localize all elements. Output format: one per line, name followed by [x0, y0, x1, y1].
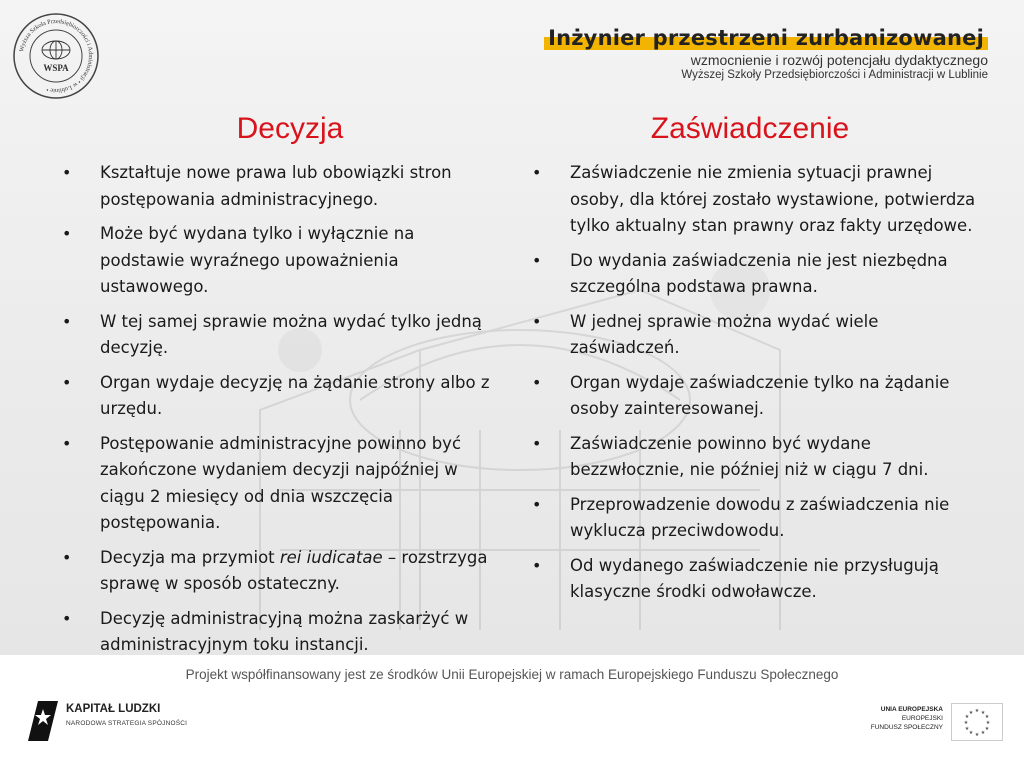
list-item: • Do wydania zaświadczenia nie jest niezbędna szczególna podstawa prawna.: [530, 248, 980, 301]
list-item: • Organ wydaje zaświadczenie tylko na żądanie osoby zainteresowanej.: [530, 370, 980, 423]
svg-text:★: ★: [985, 720, 991, 726]
funding-statement: Projekt współfinansowany jest ze środków Unii Europejskiej w ramach Europejskiego Funduszu Społecznego: [185, 667, 839, 682]
list-item: • Organ wydaje decyzję na żądanie strony albo z urzędu.: [60, 370, 500, 423]
eu-line-2: EUROPEJSKI: [901, 715, 943, 722]
svg-text:WSPA: WSPA: [43, 63, 69, 73]
list-item: • Decyzję administracyjną można zaskarżyć w administracyjnym toku instancji.: [60, 606, 500, 656]
list-item: [60, 545, 500, 598]
header-institution: Wyższej Szkoły Przedsiębiorczości i Administracji w Lublinie: [681, 69, 988, 81]
list-item: • Przeprowadzenie dowodu z zaświadczenia nie wyklucza przeciwdowodu.: [530, 492, 980, 545]
header-block: [544, 26, 988, 81]
svg-text:★: ★: [974, 732, 980, 738]
list-item: • Może być wydana tylko i wyłącznie na podstawie wyraźnego upoważnienia ustawowego.: [60, 221, 500, 301]
list-item: • Zaświadczenie powinno być wydane bezzwłocznie, nie później niż w ciągu 7 dni.: [530, 431, 980, 484]
svg-text:Wyższa Szkoła Przedsiębiorczoś: Wyższa Szkoła Przedsiębiorczości i Administracji • w Lublinie •: [18, 17, 95, 95]
list-item: • Kształtuje nowe prawa lub obowiązki stron postępowania administracyjnego.: [60, 160, 500, 213]
list-item-text: Decyzja ma przymiot: [100, 547, 280, 567]
wspa-seal-logo: [12, 12, 100, 100]
kapital-ludzki-title: KAPITAŁ LUDZKI: [66, 703, 161, 715]
svg-text:★: ★: [963, 720, 969, 726]
eu-flag-icon: [951, 703, 1003, 741]
svg-text:★: ★: [968, 730, 974, 736]
kapital-ludzki-icon: [24, 697, 62, 745]
kapital-ludzki-logo: [24, 697, 204, 745]
header-title: Inżynier przestrzeni zurbanizowanej: [544, 26, 988, 50]
eu-logo: [855, 703, 1005, 743]
eu-logo-text: [871, 705, 943, 732]
latin-term: rei iudicatae: [279, 547, 383, 567]
right-column-title: Zaświadczenie: [650, 112, 850, 145]
svg-text:★: ★: [984, 714, 990, 720]
list-item: • W tej samej sprawie można wydać tylko jedną decyzję.: [60, 309, 500, 362]
kapital-ludzki-subtitle: NARODOWA STRATEGIA SPÓJNOŚCI: [66, 720, 188, 727]
left-column-title: Decyzja: [236, 112, 344, 145]
list-item: • Od wydanego zaświadczenie nie przysługują klasyczne środki odwoławcze.: [530, 553, 980, 606]
svg-text:★: ★: [980, 730, 986, 736]
svg-text:★: ★: [968, 710, 974, 716]
list-item: • Zaświadczenie nie zmienia sytuacji prawnej osoby, dla której zostało wystawione, potwierdza tylko aktualny stan prawny oraz fakty urzędowe.: [530, 160, 980, 240]
left-bullet-list: [60, 160, 500, 655]
svg-text:★: ★: [974, 708, 980, 714]
eu-line-1: UNIA EUROPEJSKA: [880, 706, 943, 713]
list-item: • W jednej sprawie można wydać wiele zaświadczeń.: [530, 309, 980, 362]
svg-text:★: ★: [984, 726, 990, 732]
list-item-text: – rozstrzyga sprawę w sposób ostateczny.: [100, 547, 488, 593]
header-subtitle: wzmocnienie i rozwój potencjału dydaktycznego: [690, 52, 988, 68]
svg-text:★: ★: [964, 726, 970, 732]
list-item: • Postępowanie administracyjne powinno być zakończone wydaniem decyzji najpóźniej w ciągu 2 miesięcy od dnia wszczęcia postępowania.: [60, 431, 500, 537]
svg-text:★: ★: [964, 714, 970, 720]
right-bullet-list: [530, 160, 980, 614]
eu-line-3: FUNDUSZ SPOŁECZNY: [870, 724, 943, 731]
footer: [0, 655, 1024, 768]
svg-text:★: ★: [980, 710, 986, 716]
